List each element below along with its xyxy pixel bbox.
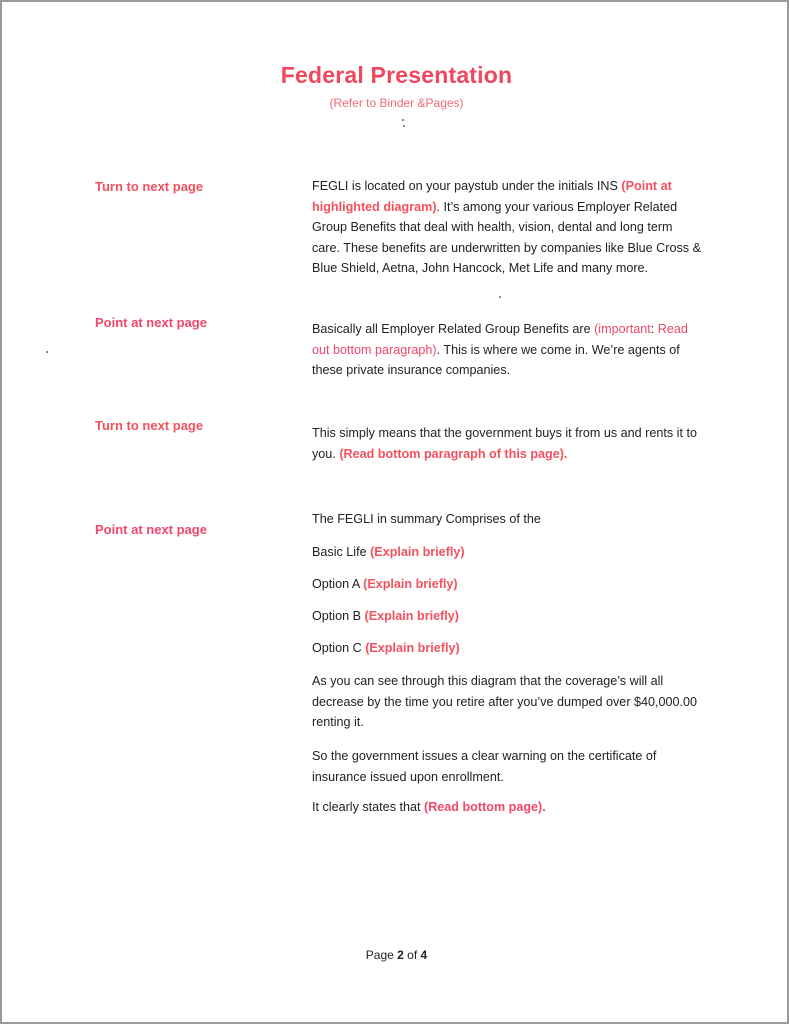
page-of: of xyxy=(403,948,421,962)
item-label: Option C xyxy=(312,641,362,655)
text: . It’s among your various Employer Related Group Benefits that deal with health, vision, dental and long term care. These benefits are underwritten by companies like Blue Cross & Blue Shield, Aetna, John Hancock, Met Life and many more. xyxy=(312,199,701,275)
page-title: Federal Presentation xyxy=(280,62,513,88)
text: It clearly states that xyxy=(312,800,424,814)
page-prefix: Page xyxy=(365,948,398,962)
fegli-item-option-b xyxy=(312,609,459,623)
cue-point-at-next-page: Point at next page xyxy=(95,315,207,330)
page-current: 2 xyxy=(397,948,404,962)
fegli-summary-intro: The FEGLI in summary Comprises of the xyxy=(312,512,541,526)
scan-speck xyxy=(46,351,48,353)
text: Basically all Employer Related Group Benefits are xyxy=(312,322,595,336)
fegli-item-option-c xyxy=(312,641,460,655)
cue-point-at-next-page: Point at next page xyxy=(95,522,207,537)
paragraph-fegli-location xyxy=(312,176,702,279)
instruction-note: (Explain briefly) xyxy=(370,545,465,559)
paragraph-government-warning: So the government issues a clear warning on the certificate of insurance issued upon enrollment. xyxy=(312,749,657,784)
paragraph-clearly-states xyxy=(312,800,546,814)
item-label: Basic Life xyxy=(312,545,367,559)
scan-speck xyxy=(402,119,404,121)
page-number xyxy=(2,948,789,962)
text: : xyxy=(650,322,658,336)
text: FEGLI is located on your paystub under the initials INS xyxy=(312,179,622,193)
fegli-item-basic-life xyxy=(312,545,465,559)
instruction-note: (Point at highlighted diagram) xyxy=(312,179,672,214)
fegli-item-option-a xyxy=(312,577,458,591)
text: This simply means that the government buys it from us and rents it to you. xyxy=(312,426,697,461)
instruction-note: (Explain briefly) xyxy=(364,609,459,623)
page-subtitle: (Refer to Binder &Pages) xyxy=(329,96,464,110)
scan-speck xyxy=(499,296,501,298)
instruction-note: Read out bottom paragraph) xyxy=(312,322,688,357)
instruction-note: (Explain briefly) xyxy=(363,577,458,591)
item-label: Option B xyxy=(312,609,362,623)
paragraph-coverage-decrease: As you can see through this diagram that the coverage’s will all decrease by the time you retire after you’ve dumped over $40,000.00 renting it. xyxy=(312,674,698,729)
scan-speck xyxy=(403,125,405,127)
instruction-note: (Explain briefly) xyxy=(365,641,460,655)
item-label: Option A xyxy=(312,577,360,591)
instruction-note: (Read bottom paragraph of this page). xyxy=(339,446,568,461)
instruction-note: (Read bottom page). xyxy=(424,800,546,814)
cue-turn-to-next-page: Turn to next page xyxy=(95,418,204,433)
cue-turn-to-next-page: Turn to next page xyxy=(95,179,204,194)
instruction-note: (important xyxy=(594,322,651,336)
text: . This is where we come in. We’re agents of these private insurance companies. xyxy=(312,342,680,377)
paragraph-government-rents xyxy=(312,423,702,464)
paragraph-group-benefits xyxy=(312,319,702,381)
page-total: 4 xyxy=(420,948,428,962)
